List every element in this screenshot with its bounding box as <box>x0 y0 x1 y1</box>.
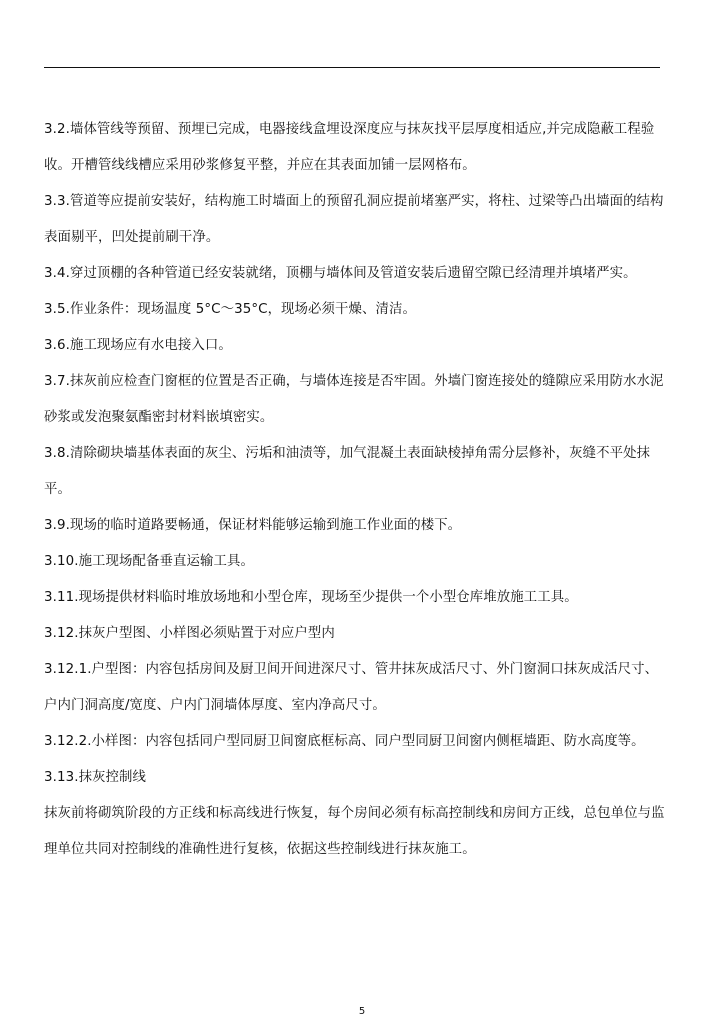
paragraph-3-12: 3.12.抹灰户型图、小样图必须贴置于对应户型内 <box>44 626 335 641</box>
paragraph-3-7: 3.7.抹灰前应检查门窗框的位置是否正确，与墙体连接是否牢固。外墙门窗连接处的缝隙应采用防水水泥砂浆或发泡聚氨酯密封材料嵌填密实。 <box>44 374 664 425</box>
paragraph-3-2: 3.2.墙体管线等预留、预埋已完成，电器接线盒埋设深度应与抹灰找平层厚度相适应,并完成隐蔽工程验收。开槽管线线槽应采用砂浆修复平整，并应在其表面加铺一层网格布。 <box>44 122 655 173</box>
paragraph-3-10: 3.10.施工现场配备垂直运输工具。 <box>44 554 254 569</box>
page-number: 5 <box>358 1006 366 1017</box>
paragraph-3-3: 3.3.管道等应提前安装好，结构施工时墙面上的预留孔洞应提前堵塞严实，将柱、过梁等凸出墙面的结构表面剔平，凹处提前刷干净。 <box>44 194 664 245</box>
paragraph-3-9: 3.9.现场的临时道路要畅通，保证材料能够运输到施工作业面的楼下。 <box>44 518 462 533</box>
header-rule <box>44 67 660 68</box>
paragraph-3-13-body: 抹灰前将砌筑阶段的方正线和标高线进行恢复，每个房间必须有标高控制线和房间方正线，总包单位与监理单位共同对控制线的准确性进行复核，依据这些控制线进行抹灰施工。 <box>44 806 665 857</box>
paragraph-3-8: 3.8.清除砌块墙基体表面的灰尘、污垢和油渍等，加气混凝土表面缺棱掉角需分层修补，灰缝不平处抹平。 <box>44 446 651 497</box>
paragraph-3-4: 3.4.穿过顶棚的各种管道已经安装就绪，顶棚与墙体间及管道安装后遗留空隙已经清理并填堵严实。 <box>44 266 637 281</box>
paragraph-3-12-1: 3.12.1.户型图：内容包括房间及厨卫间开间进深尺寸、管井抹灰成活尺寸、外门窗洞口抹灰成活尺寸、户内门洞高度/宽度、户内门洞墙体厚度、室内净高尺寸。 <box>44 662 659 713</box>
paragraph-3-13: 3.13.抹灰控制线 <box>44 770 147 785</box>
document-body <box>44 112 666 868</box>
paragraph-3-11: 3.11.现场提供材料临时堆放场地和小型仓库，现场至少提供一个小型仓库堆放施工工具。 <box>44 590 578 605</box>
paragraph-3-6: 3.6.施工现场应有水电接入口。 <box>44 338 232 353</box>
paragraph-3-5: 3.5.作业条件：现场温度 5°C～35°C，现场必须干燥、清洁。 <box>44 302 416 317</box>
paragraph-3-12-2: 3.12.2.小样图：内容包括同户型同厨卫间窗底框标高、同户型同厨卫间窗内侧框墙距、防水高度等。 <box>44 734 645 749</box>
